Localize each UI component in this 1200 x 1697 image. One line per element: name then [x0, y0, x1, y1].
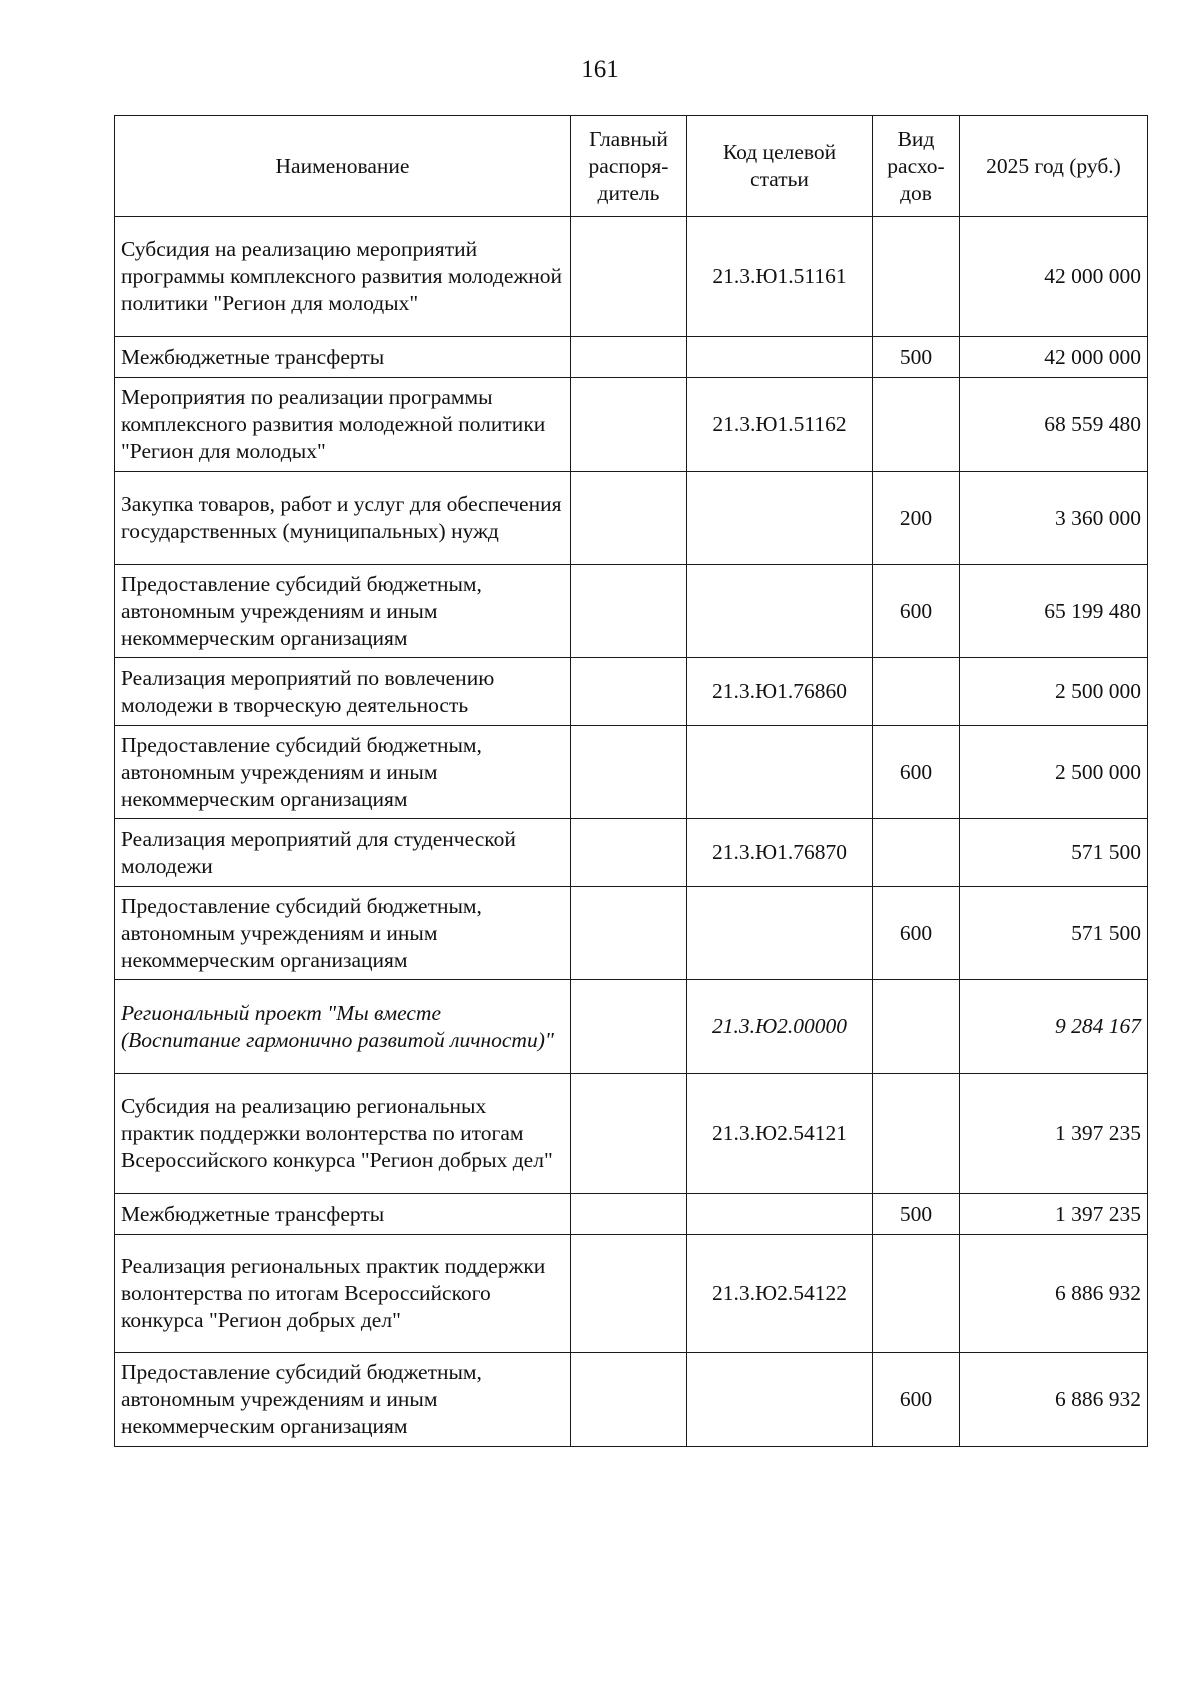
cell-vid: [873, 1074, 960, 1194]
cell-grbs: [571, 1353, 687, 1447]
cell-vid: 200: [873, 472, 960, 565]
cell-grbs: [571, 658, 687, 726]
cell-grbs: [571, 819, 687, 887]
header-vid-text: Вид расхо- дов: [887, 126, 945, 205]
table-row: [115, 337, 1148, 378]
cell-code: 21.3.Ю1.76870: [687, 819, 873, 887]
cell-name: Региональный проект "Мы вместе (Воспитание гармонично развитой личности)": [115, 980, 571, 1074]
table-row: [115, 1074, 1148, 1194]
cell-grbs: [571, 980, 687, 1074]
table-row: [115, 658, 1148, 726]
cell-grbs: [571, 565, 687, 658]
cell-sum: 2 500 000: [960, 726, 1148, 819]
table-body: [115, 217, 1148, 1447]
cell-sum: 9 284 167: [960, 980, 1148, 1074]
cell-grbs: [571, 726, 687, 819]
table-row: [115, 217, 1148, 337]
cell-name: Реализация региональных практик поддержки волонтерства по итогам Всероссийского конкурса "Регион добрых дел": [115, 1235, 571, 1353]
cell-name: Предоставление субсидий бюджетным, автономным учреждениям и иным некоммерческим организациям: [115, 1353, 571, 1447]
cell-vid: 600: [873, 726, 960, 819]
cell-grbs: [571, 887, 687, 980]
cell-name: Субсидия на реализацию мероприятий программы комплексного развития молодежной политики "Регион для молодых": [115, 217, 571, 337]
cell-sum: 6 886 932: [960, 1235, 1148, 1353]
cell-grbs: [571, 472, 687, 565]
cell-vid: [873, 980, 960, 1074]
table-row: [115, 472, 1148, 565]
table-row: [115, 1194, 1148, 1235]
table-row: [115, 1353, 1148, 1447]
cell-grbs: [571, 378, 687, 472]
cell-grbs: [571, 1194, 687, 1235]
cell-code: 21.3.Ю1.76860: [687, 658, 873, 726]
page-number: 161: [581, 56, 619, 83]
cell-name: Закупка товаров, работ и услуг для обеспечения государственных (муниципальных) нужд: [115, 472, 571, 565]
cell-code: 21.3.Ю2.00000: [687, 980, 873, 1074]
header-sum: 2025 год (руб.): [960, 116, 1148, 217]
cell-code: [687, 565, 873, 658]
header-code: Код целевой статьи: [687, 116, 873, 217]
cell-sum: 42 000 000: [960, 217, 1148, 337]
header-grbs: [571, 116, 687, 217]
header-vid: [873, 116, 960, 217]
cell-sum: 3 360 000: [960, 472, 1148, 565]
cell-vid: [873, 658, 960, 726]
cell-code: 21.3.Ю2.54121: [687, 1074, 873, 1194]
table-row: [115, 378, 1148, 472]
cell-name: Мероприятия по реализации программы комплексного развития молодежной политики "Регион для молодых": [115, 378, 571, 472]
table-header-row: [115, 116, 1148, 217]
table-row: [115, 887, 1148, 980]
cell-name: Реализация мероприятий для студенческой молодежи: [115, 819, 571, 887]
cell-vid: 600: [873, 887, 960, 980]
cell-sum: 42 000 000: [960, 337, 1148, 378]
cell-sum: 571 500: [960, 819, 1148, 887]
cell-code: [687, 1353, 873, 1447]
cell-name: Межбюджетные трансферты: [115, 337, 571, 378]
cell-vid: 500: [873, 337, 960, 378]
cell-vid: 600: [873, 1353, 960, 1447]
budget-table: [114, 115, 1148, 1447]
table-row: [115, 819, 1148, 887]
header-grbs-text: Главный распоря- дитель: [588, 126, 669, 205]
cell-vid: 600: [873, 565, 960, 658]
cell-vid: [873, 217, 960, 337]
cell-grbs: [571, 1074, 687, 1194]
cell-name: Межбюджетные трансферты: [115, 1194, 571, 1235]
cell-vid: [873, 819, 960, 887]
cell-code: [687, 887, 873, 980]
cell-vid: [873, 1235, 960, 1353]
cell-code: 21.3.Ю1.51161: [687, 217, 873, 337]
cell-vid: 500: [873, 1194, 960, 1235]
table-row: [115, 980, 1148, 1074]
cell-name: Предоставление субсидий бюджетным, автономным учреждениям и иным некоммерческим организациям: [115, 726, 571, 819]
cell-code: 21.3.Ю2.54122: [687, 1235, 873, 1353]
cell-code: [687, 726, 873, 819]
cell-name: Реализация мероприятий по вовлечению молодежи в творческую деятельность: [115, 658, 571, 726]
cell-code: 21.3.Ю1.51162: [687, 378, 873, 472]
table-row: [115, 726, 1148, 819]
cell-sum: 2 500 000: [960, 658, 1148, 726]
cell-grbs: [571, 337, 687, 378]
cell-name: Предоставление субсидий бюджетным, автономным учреждениям и иным некоммерческим организациям: [115, 565, 571, 658]
cell-sum: 1 397 235: [960, 1194, 1148, 1235]
cell-grbs: [571, 217, 687, 337]
cell-code: [687, 337, 873, 378]
cell-sum: 6 886 932: [960, 1353, 1148, 1447]
cell-vid: [873, 378, 960, 472]
cell-sum: 1 397 235: [960, 1074, 1148, 1194]
cell-code: [687, 1194, 873, 1235]
cell-name: Предоставление субсидий бюджетным, автономным учреждениям и иным некоммерческим организациям: [115, 887, 571, 980]
cell-name: Субсидия на реализацию региональных практик поддержки волонтерства по итогам Всероссийского конкурса "Регион добрых дел": [115, 1074, 571, 1194]
cell-grbs: [571, 1235, 687, 1353]
table-row: [115, 565, 1148, 658]
cell-code: [687, 472, 873, 565]
cell-sum: 571 500: [960, 887, 1148, 980]
table-row: [115, 1235, 1148, 1353]
cell-sum: 68 559 480: [960, 378, 1148, 472]
cell-sum: 65 199 480: [960, 565, 1148, 658]
header-name: Наименование: [115, 116, 571, 217]
